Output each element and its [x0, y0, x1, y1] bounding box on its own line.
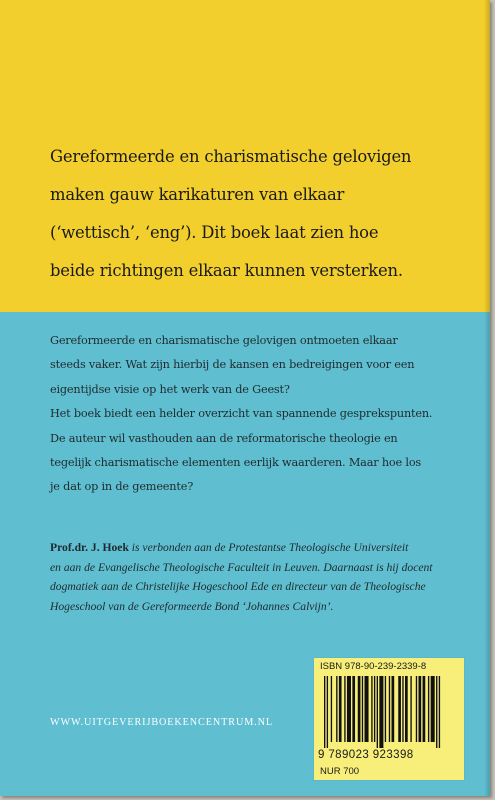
barcode-bar — [423, 676, 426, 742]
spine-shadow — [484, 0, 490, 796]
barcode-bar — [389, 676, 390, 742]
blurb-line: tegelijk charismatische elementen eerlijk waarderen. Maar hoe los — [50, 456, 422, 470]
barcode-bar — [327, 676, 328, 748]
author-name: Prof.dr. J. Hoek — [50, 541, 129, 554]
blurb-line: eigentijdse visie op het werk van de Geest? — [50, 382, 290, 396]
isbn-text: ISBN 978-90-239-2339-8 — [320, 661, 427, 672]
barcode-bar — [339, 676, 342, 742]
blurb-line: Gereformeerde en charismatische gelovigen ontmoeten elkaar — [50, 334, 398, 347]
author-bio-line: en aan de Evangelische Theologische Faculteit in Leuven. Daarnaast is hij docent — [50, 560, 433, 574]
tagline-line: maken gauw karikaturen van elkaar — [50, 185, 345, 204]
tagline-line: (‘wettisch’, ‘eng’). Dit boek laat zien hoe — [50, 223, 379, 242]
blurb-line: je dat op in de gemeente? — [50, 480, 194, 494]
barcode-bar — [358, 676, 361, 742]
author-bio-line: dogmatiek aan de Christelijke Hogeschool Ede en directeur van de Theologische — [50, 580, 426, 593]
barcode-bar — [331, 676, 332, 742]
barcode-bar — [324, 676, 325, 748]
barcode-bar — [374, 676, 375, 742]
blurb-line: De auteur wil vasthouden aan de reformatorische theologie en — [50, 431, 398, 445]
barcode-label — [314, 658, 464, 780]
barcode-bar — [428, 676, 429, 742]
barcode-digits: 9 789023 923398 — [318, 749, 414, 761]
author-bio-line: Hogeschool van de Gereformeerde Bond ‘Johannes Calvijn’. — [50, 599, 334, 613]
barcode-bar — [410, 676, 411, 742]
barcode-bar — [436, 676, 437, 748]
barcode-bar — [352, 676, 355, 742]
blurb-line: Het boek biedt een helder overzicht van spannende gesprekspunten. — [50, 407, 433, 421]
barcode-bar — [336, 676, 337, 742]
author-bio-line: is verbonden aan de Protestantse Theologische Universiteit — [128, 541, 409, 554]
tagline-line: beide richtingen elkaar kunnen versterken. — [50, 261, 403, 280]
nur-code: NUR 700 — [320, 766, 360, 777]
tagline-line: Gereformeerde en charismatische gelovigen — [50, 147, 412, 166]
barcode-bar — [365, 676, 369, 742]
blurb-line: steeds vaker. Wat zijn hierbij de kansen en bedreigingen voor een — [50, 358, 415, 372]
barcode-bar — [347, 676, 351, 742]
barcode-bar — [419, 676, 422, 742]
barcode-bar — [392, 676, 395, 742]
yellow-top-panel — [0, 0, 490, 312]
barcode-image — [320, 676, 456, 748]
tagline — [50, 138, 470, 290]
publisher-website[interactable]: WWW.UITGEVERIJBOEKENCENTRUM.NL — [50, 717, 273, 728]
barcode-bar — [385, 676, 386, 742]
barcode-bar — [416, 676, 417, 742]
barcode-bar — [362, 676, 363, 742]
barcode-bar — [405, 676, 408, 742]
author-bio — [50, 538, 480, 616]
barcode-bar — [344, 676, 345, 742]
barcode-bar — [439, 676, 440, 748]
barcode-bar — [377, 676, 378, 748]
barcode-bar — [379, 676, 383, 748]
barcode-bar — [402, 676, 403, 742]
barcode-bar — [371, 676, 372, 742]
barcode-bar — [398, 676, 401, 742]
blurb-paragraph — [50, 329, 470, 500]
barcode-bar — [431, 676, 435, 742]
